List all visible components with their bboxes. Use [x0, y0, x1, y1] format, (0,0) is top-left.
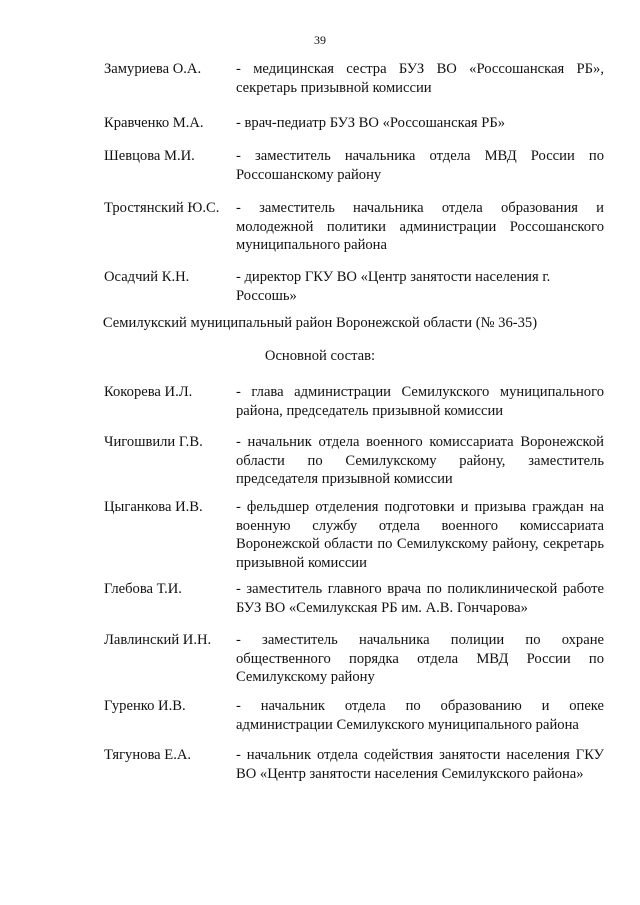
- member-name: Тягунова Е.А.: [104, 747, 192, 763]
- commission-member-entry: [104, 147, 604, 184]
- commission-member-entry: [104, 631, 604, 687]
- member-name: Кокорева И.Л.: [104, 384, 193, 400]
- member-role: - глава администрации Семилукского муниципального района, председатель призывной комиссии: [236, 384, 604, 419]
- commission-member-entry: [104, 268, 604, 305]
- member-name: Осадчий К.Н.: [104, 269, 190, 285]
- member-role: - заместитель начальника отдела МВД России по Россошанскому району: [236, 148, 604, 183]
- member-name: Глебова Т.И.: [104, 581, 182, 597]
- member-role: - заместитель начальника отдела образования и молодежной политики администрации Россошанского муниципального района: [236, 200, 604, 254]
- member-role: - начальник отдела содействия занятости населения ГКУ ВО «Центр занятости населения Семилукского района»: [236, 747, 604, 782]
- member-name: Чигошвили Г.В.: [104, 434, 203, 450]
- member-name: Цыганкова И.В.: [104, 499, 203, 515]
- commission-member-entry: [104, 498, 604, 572]
- member-name: Тростянский Ю.С.: [104, 200, 220, 216]
- commission-member-entry: [104, 433, 604, 489]
- member-name: Шевцова М.И.: [104, 148, 195, 164]
- section-heading: Основной состав:: [264, 348, 376, 364]
- page-number: 39: [314, 33, 326, 47]
- commission-member-entry: [104, 383, 604, 420]
- commission-member-entry: [104, 697, 604, 734]
- member-name: Лавлинский И.Н.: [104, 632, 212, 648]
- member-role: - начальник отдела по образованию и опеке администрации Семилукского муниципального района: [236, 698, 604, 733]
- district-heading: Семилукский муниципальный район Воронежской области (№ 36-35): [102, 315, 538, 331]
- member-role: - врач-педиатр БУЗ ВО «Россошанская РБ»: [236, 115, 506, 131]
- member-role: - директор ГКУ ВО «Центр занятости населения г. Россошь»: [236, 269, 551, 304]
- member-role: - медицинская сестра БУЗ ВО «Россошанская РБ», секретарь призывной комиссии: [236, 61, 604, 96]
- commission-member-entry: [104, 746, 604, 783]
- member-role: - фельдшер отделения подготовки и призыва граждан на военную службу отдела военного комиссариата Воронежской области по Семилукскому району, секретарь призывной комиссии: [236, 499, 604, 571]
- commission-member-entry: [104, 60, 604, 97]
- commission-member-entry: [104, 199, 604, 255]
- member-name: Замуриева О.А.: [104, 61, 202, 77]
- member-name: Гуренко И.В.: [104, 698, 186, 714]
- commission-member-entry: [104, 580, 604, 617]
- member-role: - заместитель главного врача по поликлинической работе БУЗ ВО «Семилукская РБ им. А.В. Гончарова»: [236, 581, 604, 616]
- member-role: - заместитель начальника полиции по охране общественного порядка отдела МВД России по Семилукскому району: [236, 632, 604, 686]
- member-name: Кравченко М.А.: [104, 115, 204, 131]
- member-role: - начальник отдела военного комиссариата Воронежской области по Семилукскому району, заместитель председателя призывной комиссии: [236, 434, 604, 488]
- commission-member-entry: [104, 114, 604, 133]
